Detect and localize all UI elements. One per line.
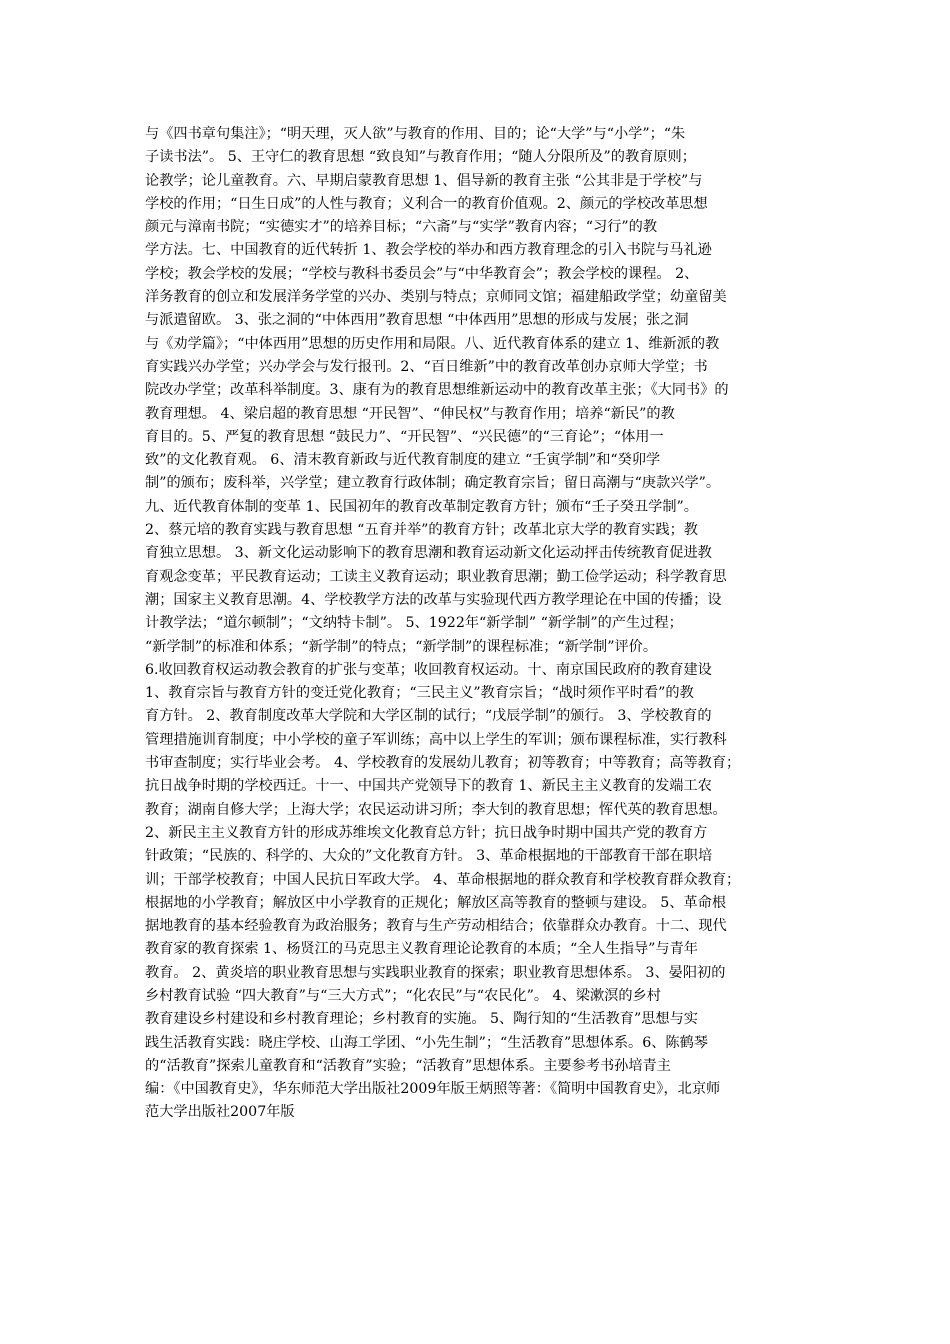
text-line: 2、新民主主义教育方针的形成苏维埃文化教育总方针；抗日战争时期中国共产党的教育方 xyxy=(145,824,708,841)
text-line: 6.收回教育权运动教会教育的扩张与变革；收回教育权运动。十、南京国民政府的教育建设 xyxy=(145,661,712,678)
text-line: “新学制”的标准和体系；“新学制”的特点；“新学制”的课程标准；“新学制”评价。 xyxy=(145,638,658,655)
text-line: 育目的。5、严复的教育思想 “鼓民力”、“开民智”、“兴民德”的“三育论”；“体用一 xyxy=(145,428,664,445)
text-line: 教育理想。 4、梁启超的教育思想 “开民智”、“伸民权”与教育作用；培养“新民”的教 xyxy=(145,405,675,422)
text-line: 潮；国家主义教育思潮。4、学校教学方法的改革与实验现代西方教学理论在中国的传播；设 xyxy=(145,591,722,608)
text-line: 的“活教育”探索儿童教育和“活教育”实验；“活教育”思想体系。主要参考书孙培青主 xyxy=(145,1057,671,1074)
text-line: 教育。 2、黄炎培的职业教育思想与实践职业教育的探索；职业教育思想体系。 3、晏阳初的 xyxy=(145,964,726,981)
text-line: 制”的颁布；废科举，兴学堂；建立教育行政体制；确定教育宗旨；留日高潮与“庚款兴学”。 xyxy=(145,475,721,492)
text-line: 教育建设乡村建设和乡村教育理论；乡村教育的实施。 5、陶行知的“生活教育”思想与实 xyxy=(145,1011,698,1028)
text-line: 育独立思想。 3、新文化运动影响下的教育思潮和教育运动新文化运动抨击传统教育促进教 xyxy=(145,545,712,562)
text-line: 管理措施训育制度；中小学校的童子军训练；高中以上学生的军训；颁布课程标准，实行教科 xyxy=(145,731,727,748)
text-line: 颜元与漳南书院；“实德实才”的培养目标；“六斋”与“实学”教育内容；“习行”的教 xyxy=(145,219,658,236)
text-line: 践生活教育实践：晓庄学校、山海工学团、“小先生制”；“生活教育”思想体系。6、陈鹤琴 xyxy=(145,1034,708,1051)
text-line: 洋务教育的创立和发展洋务学堂的兴办、类别与特点；京师同文馆；福建船政学堂；幼童留美 xyxy=(145,289,727,306)
text-line: 与派遣留欧。 3、张之洞的“中体西用”教育思想 “中体西用”思想的形成与发展；张之洞 xyxy=(145,312,689,329)
text-line: 论教学；论儿童教育。六、早期启蒙教育思想 1、倡导新的教育主张 “公其非是于学校”与 xyxy=(145,172,703,189)
text-line: 致”的文化教育观。 6、清末教育新政与近代教育制度的建立 “壬寅学制”和“癸卯学 xyxy=(145,452,661,469)
text-line: 院改办学堂；改革科举制度。3、康有为的教育思想维新运动中的教育改革主张；《大同书》的 xyxy=(145,382,729,399)
text-line: 与《四书章句集注》；“明天理，灭人欲”与教育的作用、目的；论“大学”与“小学”；“朱 xyxy=(145,126,686,142)
text-line: 抗日战争时期的学校西迁。十一、中国共产党领导下的教育 1、新民主主义教育的发端工农 xyxy=(145,778,712,795)
text-line: 书审查制度；实行毕业会考。 4、学校教育的发展幼儿教育；初等教育；中等教育；高等教育； xyxy=(145,755,741,772)
text-line: 教育家的教育探索 1、杨贤江的马克思主义教育理论论教育的本质；“全人生指导”与青年 xyxy=(145,941,698,958)
document-body xyxy=(145,123,805,1125)
text-line: 针政策；“民族的、科学的、大众的”文化教育方针。 3、革命根据地的干部教育干部在职培 xyxy=(145,848,713,865)
text-line: 根据地的小学教育；解放区中小学教育的正规化；解放区高等教育的整顿与建设。 5、革命根 xyxy=(145,894,727,911)
text-line: 教育；湖南自修大学；上海大学；农民运动讲习所；李大钊的教育思想；恽代英的教育思想。 xyxy=(145,801,727,818)
text-line: 育实践兴办学堂；兴办学会与发行报刊。2、“百日维新”中的教育改革创办京师大学堂；书 xyxy=(145,358,708,375)
text-line: 学校；教会学校的发展；“学校与教科书委员会”与“中华教育会”；教会学校的课程。 2、 xyxy=(145,265,699,282)
text-line: 据地教育的基本经验教育为政治服务；教育与生产劳动相结合；依靠群众办教育。十二、现代 xyxy=(145,918,727,935)
text-line: 与《劝学篇》；“中体西用”思想的历史作用和局限。八、近代教育体系的建立 1、维新派的教 xyxy=(145,335,720,352)
text-line: 育方针。 2、教育制度改革大学院和大学区制的试行；“戊辰学制”的颁行。 3、学校教育的 xyxy=(145,708,712,725)
text-line: 范大学出版社2007年版 xyxy=(145,1104,295,1121)
text-line: 1、教育宗旨与教育方针的变迁党化教育；“三民主义”教育宗旨；“战时须作平时看”的教 xyxy=(145,685,694,702)
text-line: 2、蔡元培的教育实践与教育思想 “五育并举”的教育方针；改革北京大学的教育实践；教 xyxy=(145,522,698,539)
text-line: 九、近代教育体制的变革 1、民国初年的教育改革制定教育方针；颁布“壬子癸丑学制”。 xyxy=(145,498,698,515)
text-line: 计教学法；“道尔顿制”；“文纳特卡制”。 5、1922年“新学制” “新学制”的产生过程； xyxy=(145,615,683,632)
text-line: 育观念变革；平民教育运动；工读主义教育运动；职业教育思潮；勤工俭学运动；科学教育思 xyxy=(145,568,727,585)
text-line: 学方法。七、中国教育的近代转折 1、教会学校的举办和西方教育理念的引入书院与马礼逊 xyxy=(145,242,712,259)
text-line: 乡村教育试验 “四大教育”与“三大方式”；“化农民”与“农民化”。 4、梁漱溟的乡村 xyxy=(145,987,661,1004)
text-line: 编：《中国教育史》，华东师范大学出版社2009年版王炳照等著：《简明中国教育史》，北京师 xyxy=(145,1081,721,1098)
text-line: 训；干部学校教育；中国人民抗日军政大学。 4、革命根据地的群众教育和学校教育群众教育； xyxy=(145,871,741,888)
text-line: 学校的作用；“日生日成”的人性与教育；义利合一的教育价值观。2、颜元的学校改革思想 xyxy=(145,195,708,212)
text-line: 子读书法”。 5、王守仁的教育思想 “致良知”与教育作用；“随人分限所及”的教育原则； xyxy=(145,149,696,166)
